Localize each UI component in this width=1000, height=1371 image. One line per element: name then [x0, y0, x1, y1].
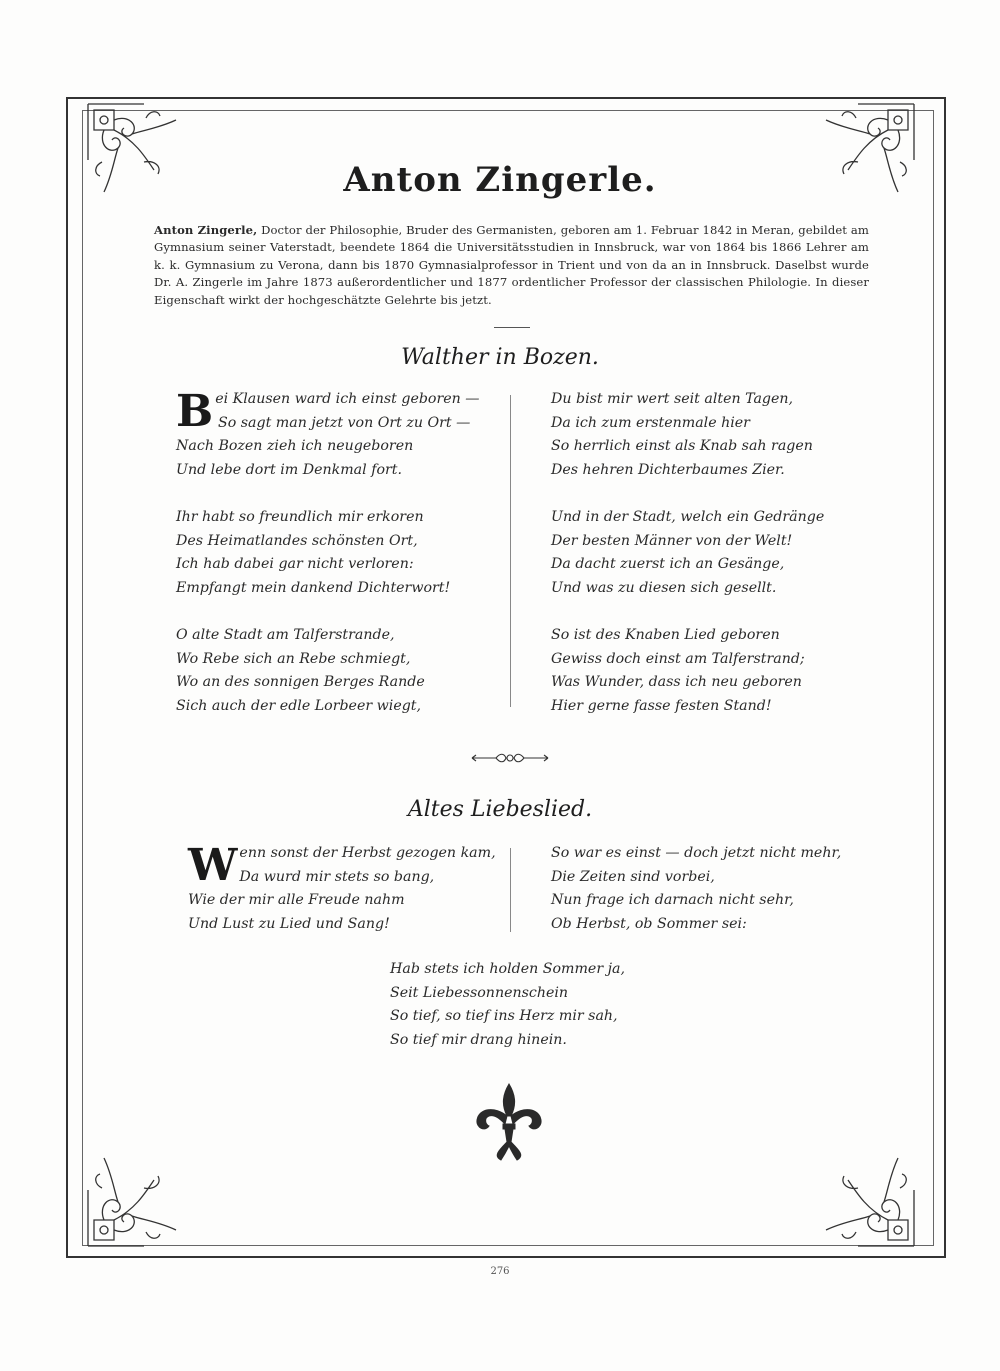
stanza	[390, 958, 625, 1052]
column-divider	[510, 395, 511, 707]
poem-title-liebeslied: Altes Liebeslied.	[407, 797, 593, 822]
verse-line: Seit Liebessonnenschein	[390, 984, 569, 1001]
biography-paragraph	[154, 222, 869, 309]
verse-line: Empfangt mein dankend Dichterwort!	[176, 579, 451, 596]
stanza	[176, 624, 470, 718]
fleur-de-lis-icon	[471, 1080, 547, 1164]
verse-line: So tief mir drang hinein.	[390, 1031, 567, 1048]
corner-ornament-icon	[84, 1140, 194, 1250]
dropcap: B	[176, 386, 214, 437]
verse-line: Da wurd mir stets so bang,	[239, 868, 435, 885]
verse-line: Der besten Männer von der Welt!	[551, 532, 793, 549]
verse-line: Ich hab dabei gar nicht verloren:	[176, 556, 414, 572]
page-number: 276	[490, 1266, 510, 1277]
page-title: Anton Zingerle.	[343, 160, 657, 200]
stanza	[551, 506, 824, 600]
bio-name: Anton Zingerle,	[154, 223, 258, 237]
stanza	[176, 506, 470, 600]
verse-line: Wo an des sonnigen Berges Rande	[176, 674, 425, 690]
bio-text: Doctor der Philosophie, Bruder des Germanisten, geboren am 1. Februar 1842 in Meran, gebildet am Gymnasium seiner Vaterstadt, beendete 1864 die Universitätsstudien in Innsbruck, war von 1864 bis 1866 Lehrer am k. k. Gymnasium zu Verona, dann bis 1870 Gymnasialprofessor in Trient und von da an in Innsbruck. Daselbst wurde Dr. A. Zingerle im Jahre 1873 außerordentlicher und 1877 ordentlicher Professor der classischen Philologie. In dieser Eigenschaft wirkt der hochgeschätzte Gelehrte bis jetzt.	[154, 223, 870, 307]
poem2-final-stanza	[390, 958, 625, 1076]
verse-line: O alte Stadt am Talferstrande,	[176, 627, 395, 643]
verse-line: Ihr habt so freundlich mir erkoren	[176, 509, 424, 525]
verse-line: Da dacht zuerst ich an Gesänge,	[551, 556, 785, 572]
dropcap: W	[188, 840, 238, 891]
stanza	[176, 386, 480, 482]
verse-line: ei Klausen ward ich einst geboren —	[215, 391, 480, 407]
verse-line: Nun frage ich darnach nicht sehr,	[551, 892, 794, 908]
verse-line: Hier gerne fasse festen Stand!	[551, 697, 772, 714]
poem1-right-column	[551, 388, 824, 742]
verse-line: Du bist mir wert seit alten Tagen,	[551, 391, 794, 407]
verse-line: Und lebe dort im Denkmal fort.	[176, 461, 402, 478]
verse-line: Da ich zum erstenmale hier	[551, 414, 750, 431]
stanza	[551, 388, 824, 482]
poem-title-walther: Walther in Bozen.	[401, 345, 599, 370]
verse-line: So tief, so tief ins Herz mir sah,	[390, 1008, 618, 1024]
verse-line: Was Wunder, dass ich neu geboren	[551, 674, 802, 690]
section-rule	[494, 327, 530, 328]
poem1-left-column	[176, 386, 480, 742]
verse-line: Sich auch der edle Lorbeer wiegt,	[176, 697, 422, 714]
verse-line: Gewiss doch einst am Talferstrand;	[551, 650, 805, 667]
verse-line: So sagt man jetzt von Ort zu Ort —	[218, 414, 471, 431]
verse-line: Und was zu diesen sich gesellt.	[551, 579, 777, 596]
verse-line: Und in der Stadt, welch ein Gedränge	[551, 509, 825, 525]
poem2-right-column	[551, 842, 841, 960]
scroll-divider-icon	[470, 750, 550, 764]
verse-line: Des Heimatlandes schönsten Ort,	[176, 532, 418, 549]
verse-line: Nach Bozen zieh ich neugeboren	[176, 438, 414, 454]
verse-line: Des hehren Dichterbaumes Zier.	[551, 461, 785, 478]
corner-ornament-icon	[808, 1140, 918, 1250]
verse-line: Wie der mir alle Freude nahm	[188, 892, 405, 908]
verse-line: So ist des Knaben Lied geboren	[551, 627, 780, 643]
column-divider	[510, 848, 511, 932]
verse-line: Die Zeiten sind vorbei,	[551, 868, 715, 885]
stanza	[551, 624, 824, 718]
verse-line: enn sonst der Herbst gezogen kam,	[239, 845, 496, 861]
stanza	[551, 842, 841, 936]
verse-line: Ob Herbst, ob Sommer sei:	[551, 915, 747, 932]
verse-line: Wo Rebe sich an Rebe schmiegt,	[176, 650, 411, 667]
verse-line: So herrlich einst als Knab sah ragen	[551, 438, 813, 454]
verse-line: Und Lust zu Lied und Sang!	[188, 915, 390, 932]
verse-line: Hab stets ich holden Sommer ja,	[390, 961, 625, 977]
verse-line: So war es einst — doch jetzt nicht mehr,	[551, 845, 842, 861]
poem2-left-column	[188, 840, 496, 960]
stanza	[188, 840, 496, 936]
